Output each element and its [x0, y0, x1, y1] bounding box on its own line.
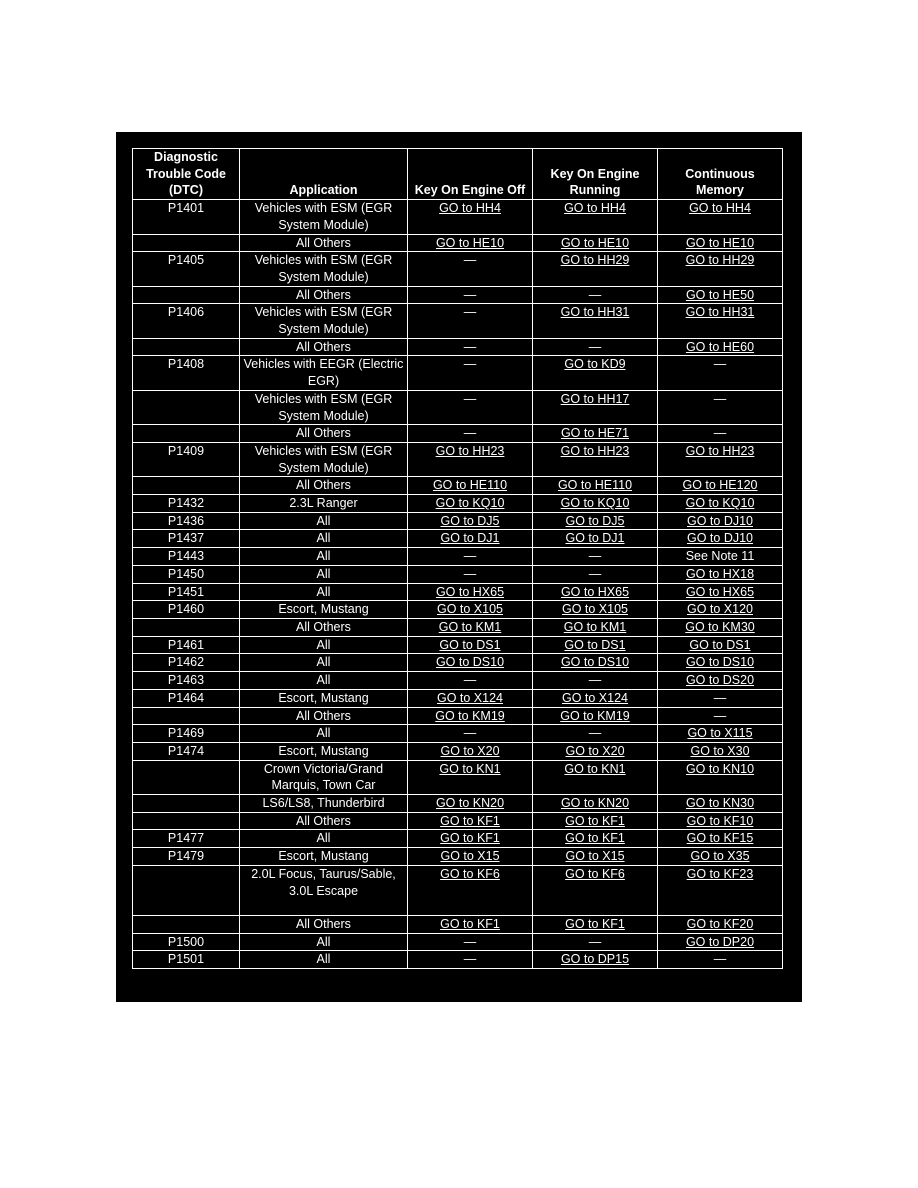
cell-continuous-memory[interactable]: GO to HH29	[658, 252, 783, 286]
cell-application: All	[240, 636, 408, 654]
cell-application: All	[240, 548, 408, 566]
cell-key-on-engine-off[interactable]: GO to HE10	[408, 234, 533, 252]
table-row	[133, 495, 783, 513]
table-row	[133, 548, 783, 566]
cell-application: Escort, Mustang	[240, 601, 408, 619]
table-row	[133, 442, 783, 476]
cell-application: Crown Victoria/Grand Marquis, Town Car	[240, 760, 408, 794]
cell-application: All Others	[240, 425, 408, 443]
cell-dtc: P1409	[133, 442, 240, 476]
cell-continuous-memory[interactable]: GO to X35	[658, 848, 783, 866]
table-row	[133, 707, 783, 725]
cell-key-on-engine-running: —	[533, 338, 658, 356]
table-row	[133, 636, 783, 654]
cell-key-on-engine-running[interactable]: GO to DJ5	[533, 512, 658, 530]
cell-application: All	[240, 530, 408, 548]
cell-application: Vehicles with ESM (EGR System Module)	[240, 200, 408, 234]
cell-key-on-engine-off[interactable]: GO to DJ5	[408, 512, 533, 530]
cell-key-on-engine-off[interactable]: GO to HH4	[408, 200, 533, 234]
header-key-on-engine-running: Key On Engine Running	[533, 149, 658, 200]
cell-application: All	[240, 583, 408, 601]
cell-key-on-engine-running[interactable]: GO to HE10	[533, 234, 658, 252]
cell-key-on-engine-running: —	[533, 286, 658, 304]
cell-key-on-engine-off[interactable]: GO to X124	[408, 689, 533, 707]
table-row	[133, 601, 783, 619]
table-row	[133, 618, 783, 636]
cell-dtc: P1406	[133, 304, 240, 338]
table-row	[133, 286, 783, 304]
cell-key-on-engine-running[interactable]: GO to HH17	[533, 390, 658, 424]
cell-dtc	[133, 425, 240, 443]
cell-application: Vehicles with ESM (EGR System Module)	[240, 304, 408, 338]
table-row	[133, 830, 783, 848]
cell-continuous-memory[interactable]: GO to HX18	[658, 565, 783, 583]
cell-application: All	[240, 512, 408, 530]
cell-key-on-engine-running[interactable]: GO to KF1	[533, 830, 658, 848]
cell-continuous-memory[interactable]: GO to HH23	[658, 442, 783, 476]
table-row	[133, 865, 783, 915]
cell-application: Vehicles with EEGR (Electric EGR)	[240, 356, 408, 390]
cell-continuous-memory[interactable]: GO to HE120	[658, 477, 783, 495]
cell-dtc	[133, 795, 240, 813]
table-row	[133, 304, 783, 338]
cell-key-on-engine-off[interactable]: GO to X20	[408, 742, 533, 760]
cell-key-on-engine-running[interactable]: GO to HH29	[533, 252, 658, 286]
cell-key-on-engine-off[interactable]: GO to HH23	[408, 442, 533, 476]
cell-dtc	[133, 915, 240, 933]
cell-continuous-memory[interactable]: GO to KF10	[658, 812, 783, 830]
cell-continuous-memory[interactable]: GO to DJ10	[658, 512, 783, 530]
cell-application: Vehicles with ESM (EGR System Module)	[240, 390, 408, 424]
dtc-table	[132, 148, 783, 969]
cell-key-on-engine-off: —	[408, 933, 533, 951]
cell-continuous-memory[interactable]: GO to KF15	[658, 830, 783, 848]
cell-key-on-engine-running[interactable]: GO to HH4	[533, 200, 658, 234]
table-row	[133, 933, 783, 951]
cell-key-on-engine-running[interactable]: GO to KN1	[533, 760, 658, 794]
cell-key-on-engine-off[interactable]: GO to X105	[408, 601, 533, 619]
cell-key-on-engine-off[interactable]: GO to DS1	[408, 636, 533, 654]
cell-application: All Others	[240, 618, 408, 636]
table-row	[133, 530, 783, 548]
cell-dtc: P1437	[133, 530, 240, 548]
cell-continuous-memory: —	[658, 390, 783, 424]
cell-continuous-memory[interactable]: GO to HE50	[658, 286, 783, 304]
cell-dtc: P1500	[133, 933, 240, 951]
cell-continuous-memory[interactable]: GO to KN30	[658, 795, 783, 813]
header-dtc: Diagnostic Trouble Code (DTC)	[133, 149, 240, 200]
cell-key-on-engine-running[interactable]: GO to HE71	[533, 425, 658, 443]
table-row	[133, 742, 783, 760]
cell-key-on-engine-off[interactable]: GO to KN1	[408, 760, 533, 794]
cell-application: Escort, Mustang	[240, 689, 408, 707]
cell-key-on-engine-off[interactable]: GO to DJ1	[408, 530, 533, 548]
cell-key-on-engine-running[interactable]: GO to KF6	[533, 865, 658, 915]
cell-key-on-engine-running[interactable]: GO to HE110	[533, 477, 658, 495]
document-panel	[116, 132, 802, 1002]
table-row	[133, 795, 783, 813]
cell-continuous-memory[interactable]: GO to HE60	[658, 338, 783, 356]
cell-dtc	[133, 707, 240, 725]
cell-application: 2.0L Focus, Taurus/Sable, 3.0L Escape	[240, 865, 408, 915]
table-row	[133, 689, 783, 707]
cell-continuous-memory: —	[658, 356, 783, 390]
cell-key-on-engine-running[interactable]: GO to DS10	[533, 654, 658, 672]
cell-dtc	[133, 477, 240, 495]
cell-dtc: P1474	[133, 742, 240, 760]
cell-application: Escort, Mustang	[240, 742, 408, 760]
cell-continuous-memory: —	[658, 689, 783, 707]
cell-key-on-engine-running[interactable]: GO to KD9	[533, 356, 658, 390]
cell-dtc	[133, 618, 240, 636]
header-application: Application	[240, 149, 408, 200]
header-row	[133, 149, 783, 200]
table-row	[133, 848, 783, 866]
cell-dtc: P1432	[133, 495, 240, 513]
cell-key-on-engine-off[interactable]: GO to KF6	[408, 865, 533, 915]
cell-application: All Others	[240, 812, 408, 830]
cell-key-on-engine-off: —	[408, 338, 533, 356]
cell-key-on-engine-running: —	[533, 672, 658, 690]
table-row	[133, 425, 783, 443]
cell-key-on-engine-running[interactable]: GO to DJ1	[533, 530, 658, 548]
cell-dtc: P1401	[133, 200, 240, 234]
cell-continuous-memory[interactable]: GO to DP20	[658, 933, 783, 951]
cell-key-on-engine-off[interactable]: GO to HX65	[408, 583, 533, 601]
cell-key-on-engine-off: —	[408, 390, 533, 424]
cell-key-on-engine-running[interactable]: GO to X15	[533, 848, 658, 866]
cell-continuous-memory[interactable]: GO to DS20	[658, 672, 783, 690]
cell-application: All Others	[240, 286, 408, 304]
cell-key-on-engine-off[interactable]: GO to KF1	[408, 915, 533, 933]
cell-continuous-memory: See Note 11	[658, 548, 783, 566]
cell-dtc: P1436	[133, 512, 240, 530]
table-row	[133, 725, 783, 743]
cell-dtc	[133, 865, 240, 915]
cell-key-on-engine-running[interactable]: GO to X105	[533, 601, 658, 619]
cell-continuous-memory[interactable]: GO to DS1	[658, 636, 783, 654]
cell-key-on-engine-off: —	[408, 252, 533, 286]
cell-key-on-engine-running[interactable]: GO to KF1	[533, 915, 658, 933]
cell-key-on-engine-running[interactable]: GO to X20	[533, 742, 658, 760]
cell-application: Escort, Mustang	[240, 848, 408, 866]
cell-application: All	[240, 565, 408, 583]
cell-dtc	[133, 286, 240, 304]
cell-application: All	[240, 654, 408, 672]
table-row	[133, 356, 783, 390]
cell-key-on-engine-off: —	[408, 565, 533, 583]
cell-application: Vehicles with ESM (EGR System Module)	[240, 442, 408, 476]
cell-application: All	[240, 672, 408, 690]
table-row	[133, 252, 783, 286]
cell-continuous-memory[interactable]: GO to DJ10	[658, 530, 783, 548]
cell-continuous-memory[interactable]: GO to X30	[658, 742, 783, 760]
cell-key-on-engine-off[interactable]: GO to KF1	[408, 830, 533, 848]
cell-key-on-engine-off[interactable]: GO to DS10	[408, 654, 533, 672]
cell-key-on-engine-off: —	[408, 356, 533, 390]
cell-application: All	[240, 830, 408, 848]
cell-key-on-engine-running[interactable]: GO to KM19	[533, 707, 658, 725]
cell-key-on-engine-running[interactable]: GO to KN20	[533, 795, 658, 813]
cell-dtc	[133, 390, 240, 424]
header-key-on-engine-off: Key On Engine Off	[408, 149, 533, 200]
cell-dtc: P1408	[133, 356, 240, 390]
cell-dtc: P1464	[133, 689, 240, 707]
cell-dtc: P1461	[133, 636, 240, 654]
cell-key-on-engine-running[interactable]: GO to KM1	[533, 618, 658, 636]
cell-key-on-engine-running[interactable]: GO to DS1	[533, 636, 658, 654]
cell-application: All Others	[240, 477, 408, 495]
cell-dtc: P1405	[133, 252, 240, 286]
cell-application: All Others	[240, 234, 408, 252]
cell-continuous-memory[interactable]: GO to X115	[658, 725, 783, 743]
cell-dtc: P1469	[133, 725, 240, 743]
cell-key-on-engine-running[interactable]: GO to X124	[533, 689, 658, 707]
cell-key-on-engine-off: —	[408, 951, 533, 969]
cell-application: 2.3L Ranger	[240, 495, 408, 513]
cell-continuous-memory[interactable]: GO to KM30	[658, 618, 783, 636]
cell-application: All Others	[240, 338, 408, 356]
table-row	[133, 915, 783, 933]
cell-dtc: P1460	[133, 601, 240, 619]
cell-key-on-engine-off[interactable]: GO to KM19	[408, 707, 533, 725]
cell-key-on-engine-off: —	[408, 725, 533, 743]
table-row	[133, 812, 783, 830]
cell-continuous-memory[interactable]: GO to HH31	[658, 304, 783, 338]
cell-dtc	[133, 812, 240, 830]
table-row	[133, 338, 783, 356]
cell-continuous-memory: —	[658, 951, 783, 969]
cell-key-on-engine-running[interactable]: GO to HH31	[533, 304, 658, 338]
header-continuous-memory: Continuous Memory	[658, 149, 783, 200]
cell-continuous-memory[interactable]: GO to HH4	[658, 200, 783, 234]
cell-key-on-engine-running: —	[533, 725, 658, 743]
cell-application: All	[240, 725, 408, 743]
cell-continuous-memory[interactable]: GO to KQ10	[658, 495, 783, 513]
cell-dtc: P1450	[133, 565, 240, 583]
cell-continuous-memory[interactable]: GO to HX65	[658, 583, 783, 601]
cell-continuous-memory[interactable]: GO to KN10	[658, 760, 783, 794]
table-row	[133, 951, 783, 969]
table-row	[133, 390, 783, 424]
cell-continuous-memory: —	[658, 707, 783, 725]
cell-key-on-engine-running: —	[533, 548, 658, 566]
cell-dtc: P1463	[133, 672, 240, 690]
cell-application: All	[240, 933, 408, 951]
cell-continuous-memory: —	[658, 425, 783, 443]
cell-key-on-engine-running[interactable]: GO to DP15	[533, 951, 658, 969]
cell-key-on-engine-off[interactable]: GO to KQ10	[408, 495, 533, 513]
cell-key-on-engine-running[interactable]: GO to HH23	[533, 442, 658, 476]
cell-continuous-memory[interactable]: GO to KF20	[658, 915, 783, 933]
cell-key-on-engine-running: —	[533, 933, 658, 951]
cell-dtc	[133, 234, 240, 252]
cell-dtc: P1443	[133, 548, 240, 566]
cell-application: Vehicles with ESM (EGR System Module)	[240, 252, 408, 286]
cell-key-on-engine-off: —	[408, 304, 533, 338]
cell-dtc: P1477	[133, 830, 240, 848]
cell-continuous-memory[interactable]: GO to HE10	[658, 234, 783, 252]
table-row	[133, 565, 783, 583]
table-row	[133, 234, 783, 252]
cell-application: All Others	[240, 915, 408, 933]
table-row	[133, 760, 783, 794]
table-row	[133, 200, 783, 234]
table-row	[133, 654, 783, 672]
table-row	[133, 672, 783, 690]
cell-key-on-engine-off[interactable]: GO to KN20	[408, 795, 533, 813]
cell-application: All	[240, 951, 408, 969]
cell-application: All Others	[240, 707, 408, 725]
cell-dtc: P1462	[133, 654, 240, 672]
cell-key-on-engine-running: —	[533, 565, 658, 583]
cell-dtc: P1479	[133, 848, 240, 866]
cell-key-on-engine-off[interactable]: GO to HE110	[408, 477, 533, 495]
table-row	[133, 512, 783, 530]
cell-dtc	[133, 760, 240, 794]
table-body	[133, 200, 783, 969]
cell-key-on-engine-off: —	[408, 425, 533, 443]
table-row	[133, 583, 783, 601]
cell-dtc: P1451	[133, 583, 240, 601]
cell-continuous-memory[interactable]: GO to DS10	[658, 654, 783, 672]
cell-key-on-engine-off: —	[408, 286, 533, 304]
cell-key-on-engine-running[interactable]: GO to KF1	[533, 812, 658, 830]
cell-key-on-engine-off[interactable]: GO to X15	[408, 848, 533, 866]
cell-key-on-engine-running[interactable]: GO to HX65	[533, 583, 658, 601]
cell-dtc: P1501	[133, 951, 240, 969]
cell-continuous-memory[interactable]: GO to KF23	[658, 865, 783, 915]
table-row	[133, 477, 783, 495]
cell-key-on-engine-off: —	[408, 672, 533, 690]
cell-key-on-engine-off: —	[408, 548, 533, 566]
cell-application: LS6/LS8, Thunderbird	[240, 795, 408, 813]
cell-key-on-engine-off[interactable]: GO to KF1	[408, 812, 533, 830]
cell-key-on-engine-off[interactable]: GO to KM1	[408, 618, 533, 636]
cell-dtc	[133, 338, 240, 356]
cell-continuous-memory[interactable]: GO to X120	[658, 601, 783, 619]
cell-key-on-engine-running[interactable]: GO to KQ10	[533, 495, 658, 513]
